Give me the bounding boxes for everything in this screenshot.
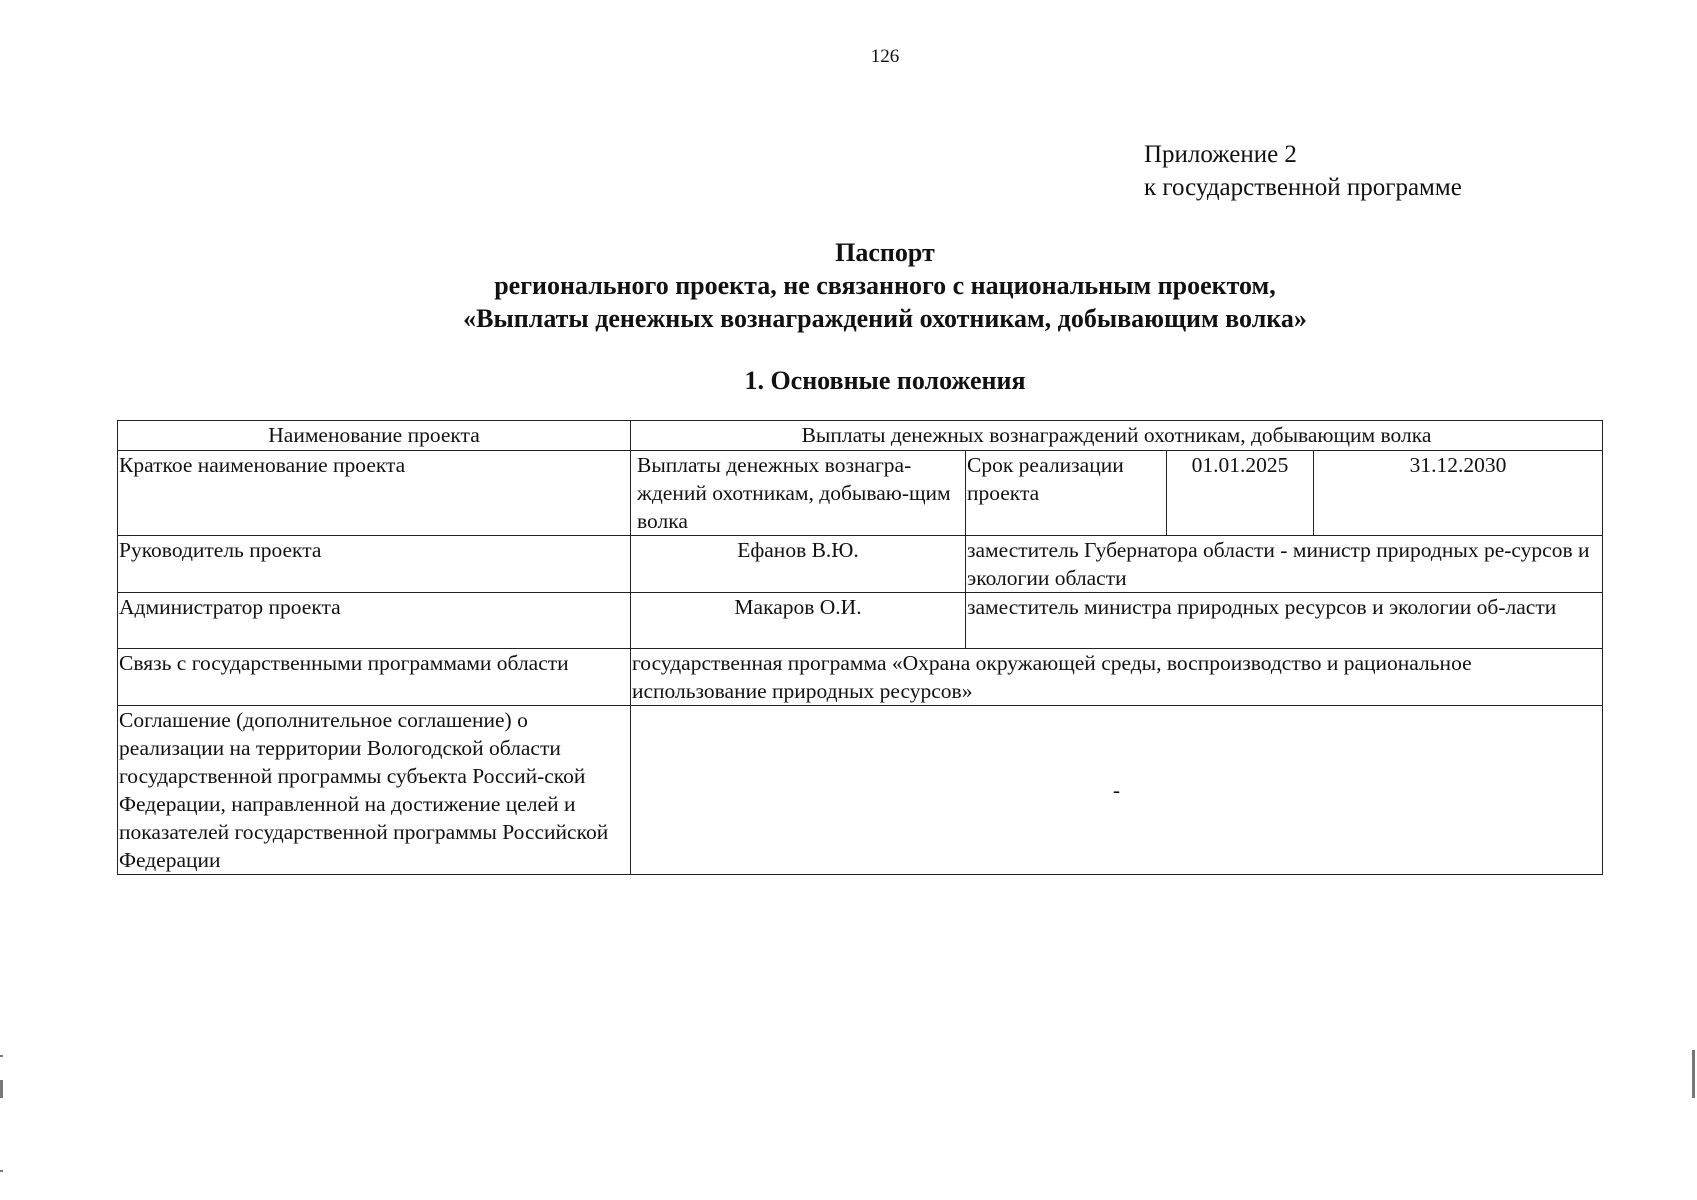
table-row	[118, 536, 1603, 593]
table-row	[118, 593, 1603, 649]
title-line-3: «Выплаты денежных вознаграждений охотникам, добывающим волка»	[463, 304, 1307, 333]
scan-mark	[0, 1055, 3, 1057]
row-label-project-name: Наименование проекта	[118, 421, 631, 451]
term-start-date: 01.01.2025	[1167, 451, 1314, 536]
document-title	[200, 236, 1570, 335]
row-label-short-name: Краткое наименование проекта	[118, 451, 631, 536]
table-row	[118, 421, 1603, 451]
project-head-name: Ефанов В.Ю.	[631, 536, 966, 593]
section-title: 1. Основные положения	[744, 366, 1026, 395]
project-head-position: заместитель Губернатора области - министр природных ре-сурсов и экологии области	[966, 536, 1603, 593]
term-label: Срок реализации проекта	[966, 451, 1167, 536]
title-line-1: Паспорт	[835, 238, 935, 267]
passport-table	[117, 420, 1603, 875]
project-admin-name: Макаров О.И.	[631, 593, 966, 649]
page-number: 126	[870, 46, 900, 67]
project-admin-position: заместитель министра природных ресурсов и экологии об-ласти	[966, 593, 1603, 649]
table-row	[118, 451, 1603, 536]
row-label-project-head: Руководитель проекта	[118, 536, 631, 593]
appendix-note	[1144, 138, 1462, 204]
state-program-value: государственная программа «Охрана окружающей среды, воспроизводство и рациональное использование природных ресурсов»	[631, 649, 1603, 706]
title-line-2: регионального проекта, не связанного с национальным проектом,	[494, 271, 1276, 300]
row-label-agreement: Соглашение (дополнительное соглашение) о реализации на территории Вологодской области государственной программы субъекта Россий-ской Федерации, направленной на достижение целей и показателей государственной программы Российской Федерации	[118, 706, 631, 875]
scan-mark	[0, 1170, 3, 1172]
table-row	[118, 649, 1603, 706]
project-name-value: Выплаты денежных вознаграждений охотникам, добывающим волка	[631, 421, 1603, 451]
appendix-line-2: к государственной программе	[1144, 174, 1462, 201]
scan-mark	[0, 1080, 3, 1098]
scan-mark	[1692, 1050, 1695, 1098]
term-end-date: 31.12.2030	[1314, 451, 1603, 536]
appendix-line-1: Приложение 2	[1144, 141, 1297, 168]
short-name-value: Выплаты денежных вознагра-ждений охотникам, добываю-щим волка	[631, 451, 966, 536]
table-row	[118, 706, 1603, 875]
row-label-state-programs: Связь с государственными программами области	[118, 649, 631, 706]
agreement-value: -	[631, 706, 1603, 875]
row-label-project-admin: Администратор проекта	[118, 593, 631, 649]
